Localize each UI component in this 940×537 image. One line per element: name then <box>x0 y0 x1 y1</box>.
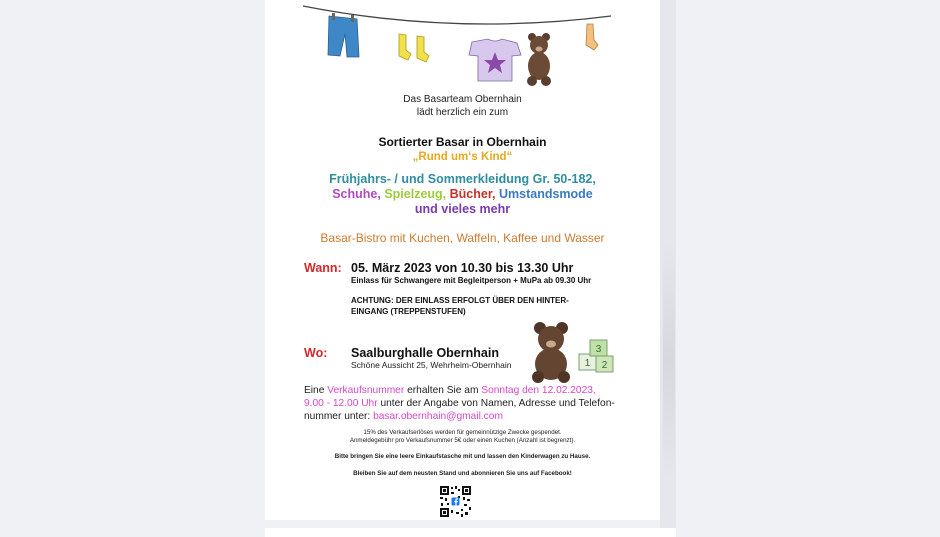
event-motto: „Rund um‘s Kind“ <box>412 151 513 163</box>
email-address: basar.obernhain@gmail.com <box>373 411 503 422</box>
viewer-scroll-shade <box>663 240 675 480</box>
registration-line-3: nummer unter: basar.obernhain@gmail.com <box>304 411 503 422</box>
svg-text:3: 3 <box>595 344 602 355</box>
offer-line-2 <box>265 187 660 202</box>
offer-line-3: und vieles mehr <box>414 202 511 216</box>
offer-spielzeug: Spielzeug, <box>384 187 447 201</box>
shirt-icon <box>469 39 521 81</box>
registration-line-1: Eine Verkaufsnummer erhalten Sie am Sonntag den 12.02.2023, <box>304 385 596 396</box>
note-facebook: Bleiben Sie auf dem neusten Stand und abonnieren Sie uns auf Facebook! <box>353 470 572 477</box>
offer-buecher: Bücher, <box>449 187 496 201</box>
achtung-line-1: ACHTUNG: DER EINLASS ERFOLGT ÜBER DEN HINTER- <box>351 296 569 305</box>
einlass-note: Einlass für Schwangere mit Begleitperson + MuPa ab 09.30 Uhr <box>351 276 592 285</box>
intro-line-2: lädt herzlich ein zum <box>416 107 509 118</box>
svg-text:1: 1 <box>584 358 591 369</box>
clothesline-illustration <box>295 0 615 92</box>
note-donation: 15% des Verkaufserlöses werden für gemeinnützige Zwecke gespendet. <box>363 429 562 436</box>
wann-label: Wann: <box>304 261 342 275</box>
qr-code-icon <box>439 485 472 518</box>
wo-label: Wo: <box>304 346 328 360</box>
note-bag: Bitte bringen Sie eine leere Einkaufstasche mit und lassen den Kinderwagen zu Hause. <box>334 453 591 460</box>
offer-schuhe: Schuhe, <box>332 187 381 201</box>
socks-icon <box>399 34 429 62</box>
sock-icon <box>586 24 598 50</box>
toy-blocks-icon <box>575 336 631 378</box>
bistro-line: Basar-Bistro mit Kuchen, Waffeln, Kaffee und Wasser <box>320 231 605 245</box>
note-fee: Anmeldegebühr pro Verkaufsnummer 5€ oder einen Kuchen (Anzahl ist begrenzt). <box>349 437 576 444</box>
event-title: Sortierter Basar in Obernhain <box>378 135 547 149</box>
wann-value: 05. März 2023 von 10.30 bis 13.30 Uhr <box>351 261 574 275</box>
intro-line-1: Das Basarteam Obernhain <box>403 94 522 105</box>
offer-umstandsmode: Umstandsmode <box>498 187 593 201</box>
pants-icon <box>328 13 359 57</box>
offer-line-1: Frühjahrs- / und Sommerkleidung Gr. 50-182, <box>329 172 596 186</box>
facebook-icon <box>452 498 460 506</box>
teddy-bear-icon <box>527 33 551 86</box>
next-page-card <box>265 528 676 537</box>
achtung-line-2: EINGANG (TREPPENSTUFEN) <box>351 307 466 316</box>
svg-text:2: 2 <box>601 360 608 371</box>
registration-line-2: 9.00 - 12.00 Uhr unter der Angabe von Namen, Adresse und Telefon- <box>304 398 615 409</box>
teddy-bear-icon <box>529 320 579 384</box>
address: Schöne Aussicht 25, Wehrheim-Obernhain <box>351 360 512 370</box>
flyer-page <box>265 0 660 520</box>
wo-value: Saalburghalle Obernhain <box>351 346 499 360</box>
